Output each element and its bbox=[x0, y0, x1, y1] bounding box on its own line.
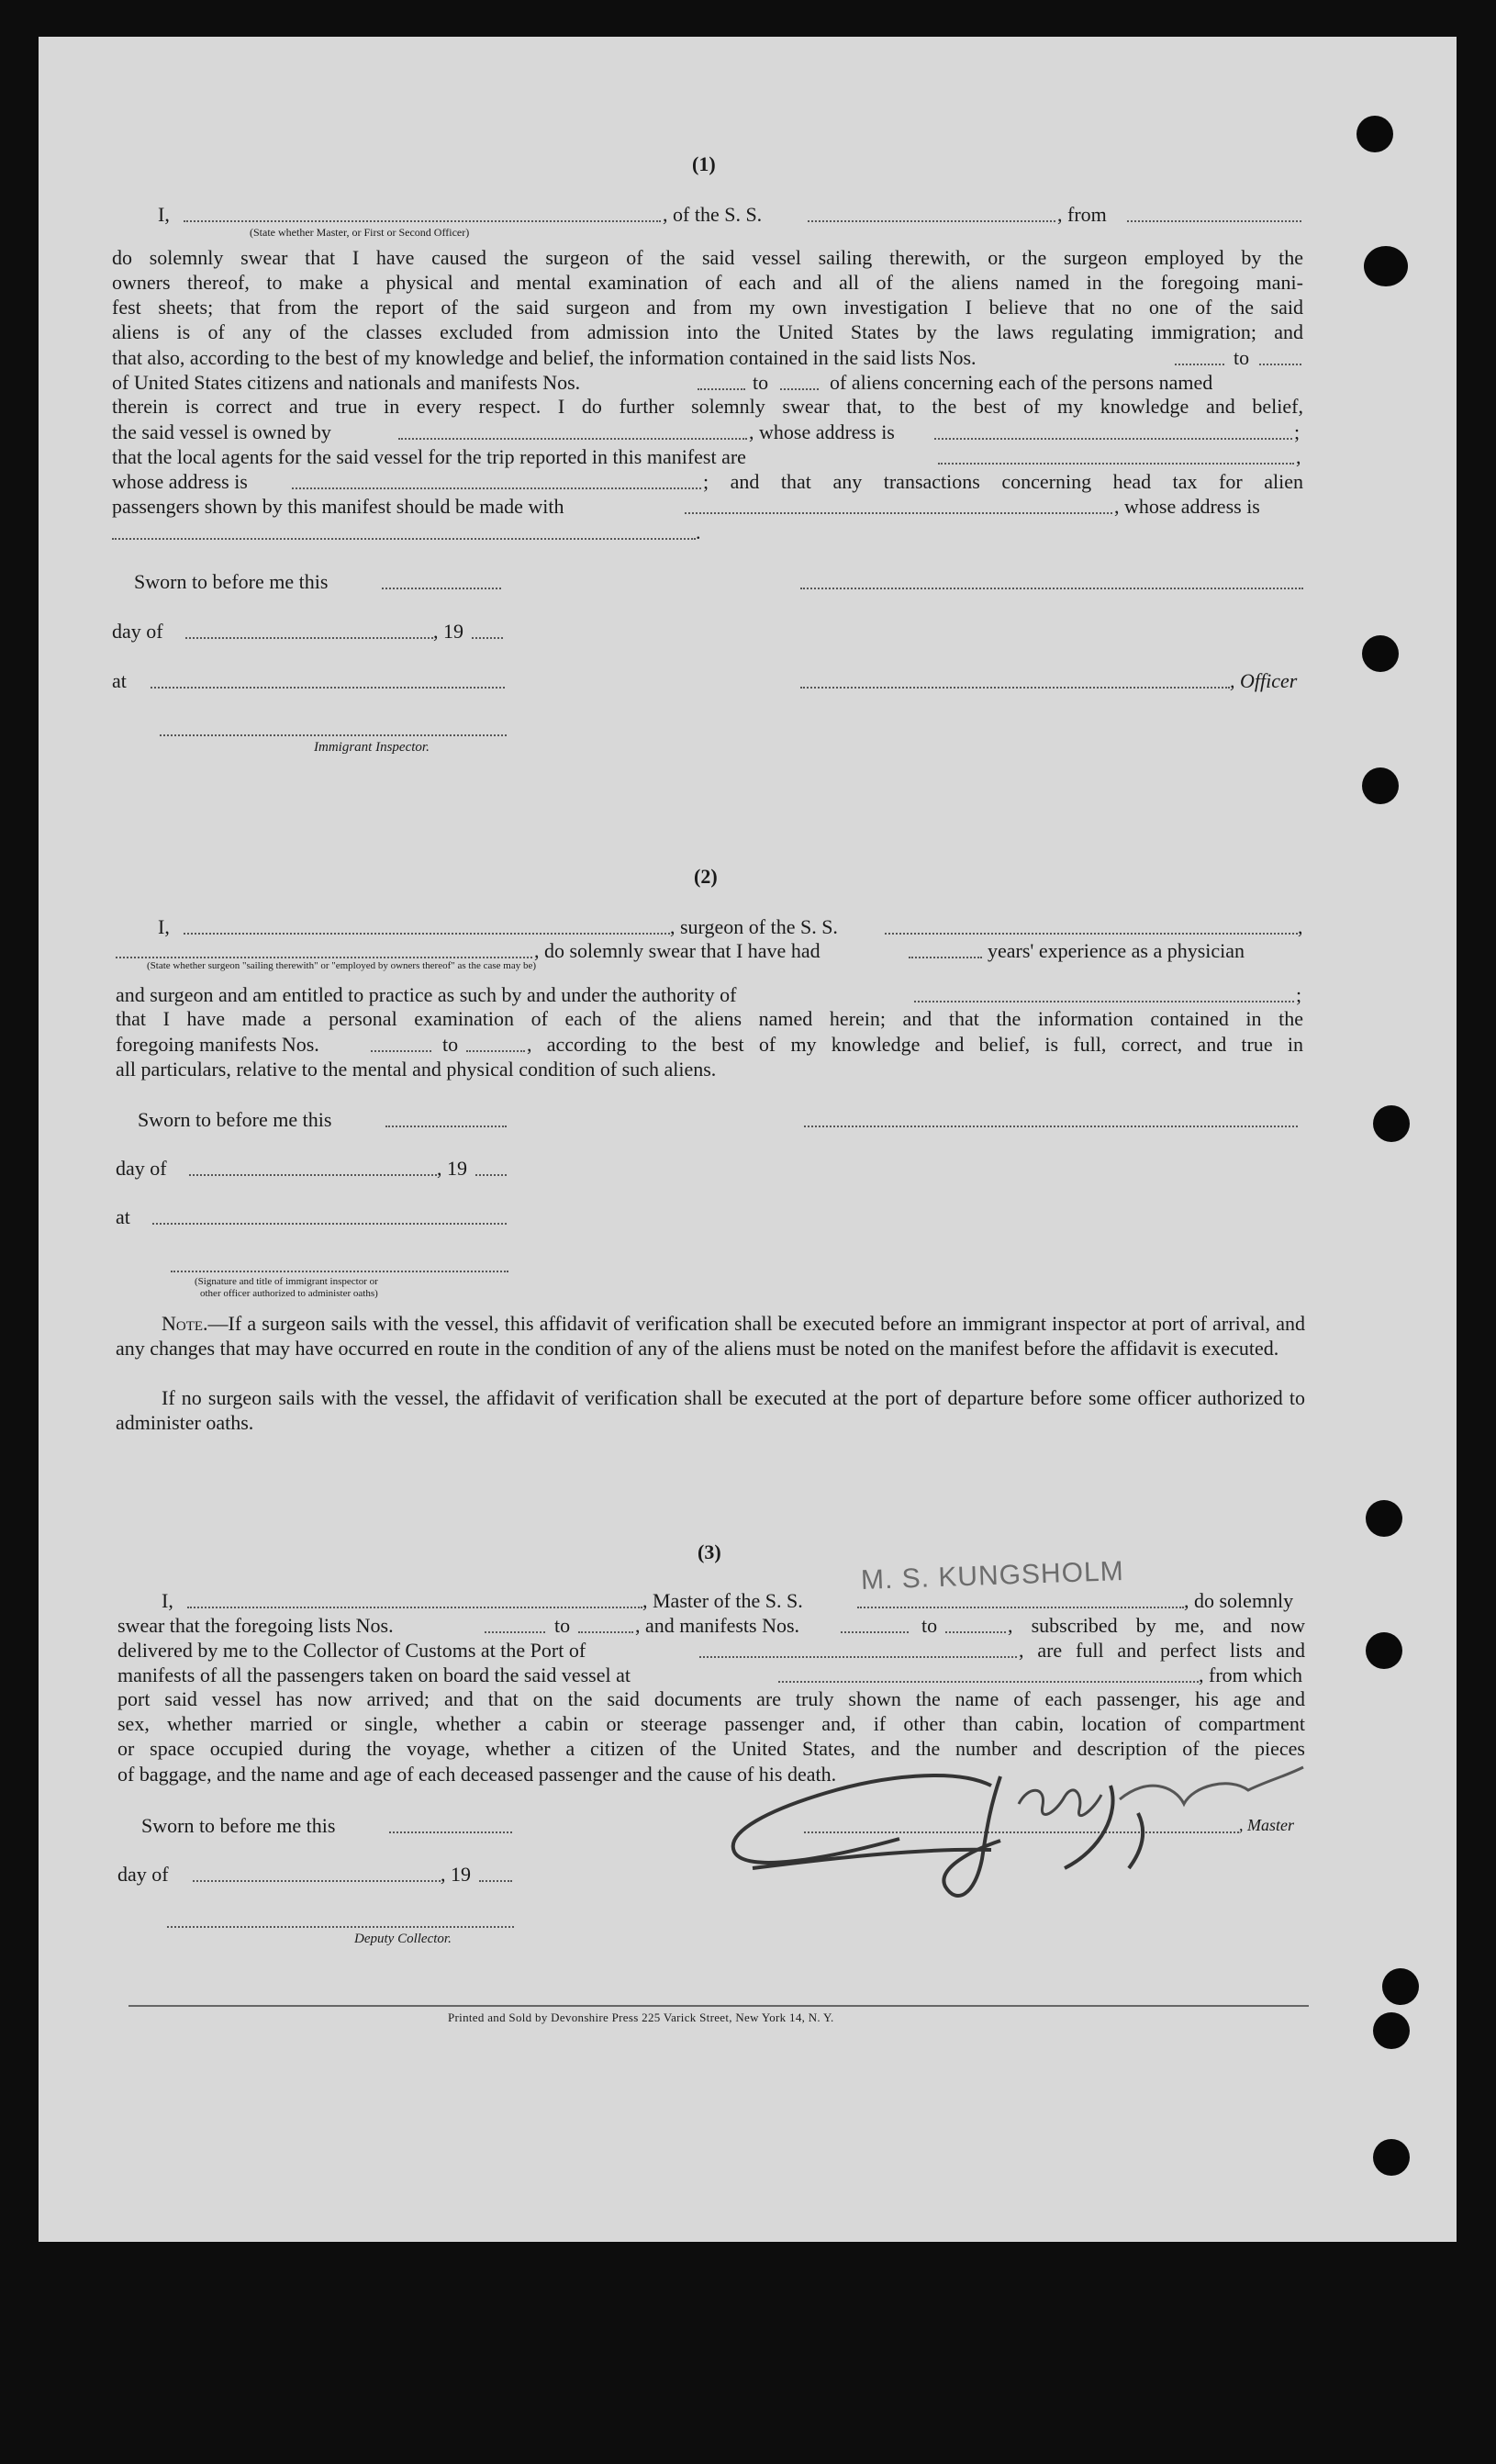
s2-line5-to: to bbox=[442, 1033, 459, 1056]
s1-line11a: passengers shown by this manifest should be made with bbox=[112, 495, 564, 518]
agents-field[interactable] bbox=[938, 463, 1294, 465]
punch-hole bbox=[1373, 1105, 1410, 1142]
s3-day-field[interactable] bbox=[193, 1880, 441, 1882]
punch-hole bbox=[1356, 116, 1393, 152]
s1-officer-field[interactable] bbox=[800, 687, 1230, 689]
s1-inspector-signature-line[interactable] bbox=[160, 734, 507, 736]
s1-text-line: fest sheets; that from the report of the said surgeon and from my own investigation I believe that no one of the said bbox=[112, 296, 1303, 319]
s3-deputy-signature-line[interactable] bbox=[167, 1926, 514, 1928]
s1-day-field[interactable] bbox=[185, 637, 433, 639]
s3-line4a: manifests of all the passengers taken on board the said vessel at bbox=[117, 1663, 631, 1686]
s3-master-name-field[interactable] bbox=[187, 1607, 642, 1608]
s2-signature-line[interactable] bbox=[804, 1126, 1298, 1127]
lists-nos-to-field[interactable] bbox=[1259, 364, 1301, 365]
s2-line5a: foregoing manifests Nos. bbox=[116, 1033, 319, 1056]
vessel-name-stamp: M. S. KUNGSHOLM bbox=[860, 1556, 1125, 1596]
punch-hole bbox=[1382, 1968, 1419, 2005]
s3-line2-to2: to bbox=[921, 1614, 938, 1637]
s1-line6b: of aliens concerning each of the persons named bbox=[830, 371, 1213, 394]
s3-line3b: , are full and perfect lists and bbox=[1019, 1639, 1305, 1662]
s1-line8a: the said vessel is owned by bbox=[112, 420, 331, 443]
head-tax-agent-field[interactable] bbox=[685, 512, 1112, 514]
s2-text-line: that I have made a personal examination of each of the aliens named herein; and that the information contained in the bbox=[116, 1007, 1303, 1030]
s2-note bbox=[116, 1311, 1305, 1361]
printer-footer: Printed and Sold by Devonshire Press 225 Varick Street, New York 14, N. Y. bbox=[448, 2010, 834, 2024]
s3-master-label: , Master bbox=[1239, 1816, 1294, 1834]
agents-address-field[interactable] bbox=[292, 487, 701, 489]
s2-line1-i: I, bbox=[158, 915, 170, 938]
s1-signature-line[interactable] bbox=[800, 588, 1303, 589]
s2-line5b: , according to the best of my knowledge and belief, is full, correct, and true in bbox=[527, 1033, 1303, 1056]
s3-line1-i: I, bbox=[162, 1589, 173, 1612]
s2-year-field[interactable] bbox=[475, 1174, 507, 1176]
surgeon-name-field[interactable] bbox=[184, 933, 670, 935]
s3-line2-to1: to bbox=[554, 1614, 571, 1637]
s1-line1-of: , of the S. S. bbox=[663, 203, 763, 226]
s3-day-of-label: day of bbox=[117, 1863, 169, 1886]
vessel-name-field[interactable] bbox=[808, 220, 1055, 222]
s2-sworn-date-field[interactable] bbox=[385, 1126, 507, 1127]
s1-line8c: ; bbox=[1294, 420, 1301, 443]
s2-line2a: , do solemnly swear that I have had bbox=[534, 939, 821, 962]
s1-line6-to: to bbox=[753, 371, 769, 394]
s2-line1-end: , bbox=[1298, 915, 1303, 938]
s3-manifests-to-field[interactable] bbox=[945, 1631, 1006, 1633]
s1-line9-end: , bbox=[1296, 445, 1301, 468]
s2-line2b: years' experience as a physician bbox=[988, 939, 1245, 962]
punch-hole bbox=[1364, 246, 1408, 286]
s3-sworn-date-field[interactable] bbox=[389, 1831, 512, 1833]
owner-address-field[interactable] bbox=[934, 438, 1292, 440]
years-experience-field[interactable] bbox=[909, 957, 982, 958]
s2-year-label: , 19 bbox=[437, 1157, 467, 1180]
s3-line1-end: , do solemnly bbox=[1184, 1589, 1294, 1612]
s2-day-of-label: day of bbox=[116, 1157, 167, 1180]
from-port-field[interactable] bbox=[1127, 220, 1301, 222]
manifests-nos-from-field[interactable] bbox=[698, 388, 745, 390]
s3-lists-to-field[interactable] bbox=[578, 1631, 633, 1633]
s3-line4b: , from which bbox=[1199, 1663, 1303, 1686]
punch-hole bbox=[1373, 2012, 1410, 2049]
punch-hole bbox=[1362, 767, 1399, 804]
s1-officer-label: , Officer bbox=[1230, 669, 1298, 692]
master-signature bbox=[716, 1749, 1340, 1905]
section-3-number: (3) bbox=[698, 1540, 721, 1563]
s1-line1-hint: (State whether Master, or First or Second Officer) bbox=[250, 226, 470, 239]
s1-line10b: ; and that any transactions concerning head tax for alien bbox=[703, 470, 1303, 493]
s2-note-2: If no surgeon sails with the vessel, the affidavit of verification shall be executed at the port of departure before some officer authorized to administer oaths. bbox=[116, 1386, 1305, 1434]
s3-text-line: or space occupied during the voyage, whether a citizen of the United States, and the number and description of the pieces bbox=[117, 1737, 1305, 1760]
s1-year-label: , 19 bbox=[433, 620, 463, 643]
s1-at-label: at bbox=[112, 669, 127, 692]
s2-vessel-field[interactable] bbox=[885, 933, 1298, 935]
s3-manifests-from-field[interactable] bbox=[841, 1631, 909, 1633]
s2-line6: all particulars, relative to the mental and physical condition of such aliens. bbox=[116, 1058, 717, 1081]
s3-line3a: delivered by me to the Collector of Customs at the Port of bbox=[117, 1639, 586, 1662]
s1-line6a: of United States citizens and nationals and manifests Nos. bbox=[112, 371, 581, 394]
s2-sworn-label: Sworn to before me this bbox=[138, 1108, 332, 1131]
s3-line1-master: , Master of the S. S. bbox=[642, 1589, 803, 1612]
s2-at-field[interactable] bbox=[152, 1223, 507, 1225]
s2-inspector-signature-line[interactable] bbox=[171, 1271, 508, 1272]
s1-year-field[interactable] bbox=[472, 637, 503, 639]
s2-manifests-to-field[interactable] bbox=[466, 1050, 525, 1052]
s2-note-text: —If a surgeon sails with the vessel, this affidavit of verification shall be executed before an immigrant inspector at port of arrival, and any changes that may have occurred en route in the condition of any of the aliens must be noted on the manifest before the affidavit is executed. bbox=[116, 1312, 1305, 1360]
s2-sig-hint-2: other officer authorized to administer oaths) bbox=[200, 1288, 378, 1299]
s3-text-line: of baggage, and the name and age of each deceased passenger and the cause of his death. bbox=[117, 1763, 837, 1786]
s2-day-field[interactable] bbox=[189, 1174, 437, 1176]
punch-hole bbox=[1373, 2139, 1410, 2176]
s1-line1-i: I, bbox=[158, 203, 170, 226]
s3-text-line: port said vessel has now arrived; and that on the said documents are truly shown the name of each passenger, his age and bbox=[117, 1687, 1305, 1710]
s3-year-field[interactable] bbox=[479, 1880, 512, 1882]
s1-at-field[interactable] bbox=[151, 687, 505, 689]
s1-day-of-label: day of bbox=[112, 620, 163, 643]
s3-departure-port-field[interactable] bbox=[778, 1681, 1199, 1683]
s1-line12-end: . bbox=[696, 521, 701, 543]
punch-hole bbox=[1362, 635, 1399, 672]
s3-vessel-field[interactable] bbox=[857, 1607, 1184, 1608]
footer-rule bbox=[128, 2005, 1309, 2007]
s2-line2-hint: (State whether surgeon "sailing therewith" or "employed by owners thereof" as the case may be) bbox=[147, 960, 537, 971]
s3-deputy-label: Deputy Collector. bbox=[354, 1932, 452, 1946]
s1-inspector-label: Immigrant Inspector. bbox=[314, 740, 430, 755]
s1-text-line: aliens is of any of the classes excluded from admission into the United States by the laws regulating immigration; and bbox=[112, 320, 1303, 343]
s2-manifests-from-field[interactable] bbox=[371, 1050, 431, 1052]
punch-hole bbox=[1366, 1500, 1402, 1537]
s1-line11b: , whose address is bbox=[1114, 495, 1260, 518]
s1-line9: that the local agents for the said vessel for the trip reported in this manifest are bbox=[112, 445, 746, 468]
s2-line1-surgeon: , surgeon of the S. S. bbox=[670, 915, 838, 938]
s1-sworn-date-field[interactable] bbox=[382, 588, 501, 589]
s3-sworn-label: Sworn to before me this bbox=[141, 1814, 336, 1837]
s3-year-label: , 19 bbox=[441, 1863, 471, 1886]
s2-note-label: Note. bbox=[162, 1312, 208, 1335]
manifests-nos-to-field[interactable] bbox=[780, 388, 819, 390]
s1-line1-from: , from bbox=[1057, 203, 1107, 226]
s3-line2c: , subscribed by me, and now bbox=[1008, 1614, 1305, 1637]
s2-at-label: at bbox=[116, 1205, 130, 1228]
s1-sworn-label: Sworn to before me this bbox=[134, 570, 329, 593]
s3-lists-from-field[interactable] bbox=[485, 1631, 545, 1633]
s3-line2b: , and manifests Nos. bbox=[635, 1614, 800, 1637]
s2-line3-end: ; bbox=[1296, 983, 1302, 1006]
owner-field[interactable] bbox=[398, 438, 747, 440]
s3-line2a: swear that the foregoing lists Nos. bbox=[117, 1614, 394, 1637]
s2-sig-hint-1: (Signature and title of immigrant inspector or bbox=[195, 1276, 378, 1287]
s1-line5: that also, according to the best of my knowledge and belief, the information contained in the said lists Nos. bbox=[112, 346, 977, 369]
surgeon-status-field[interactable] bbox=[116, 957, 532, 958]
s1-line5-to: to bbox=[1234, 346, 1250, 369]
practice-authority-field[interactable] bbox=[914, 1001, 1294, 1002]
punch-hole bbox=[1366, 1632, 1402, 1669]
s1-text-line: owners thereof, to make a physical and mental examination of each and all of the aliens named in the foregoing mani- bbox=[112, 271, 1303, 294]
s1-text-line: do solemnly swear that I have caused the surgeon of the said vessel sailing therewith, or the surgeon employed by the bbox=[112, 246, 1303, 269]
master-name-field[interactable] bbox=[184, 220, 661, 222]
lists-nos-from-field[interactable] bbox=[1175, 364, 1224, 365]
s1-text-line: therein is correct and true in every respect. I do further solemnly swear that, to the best of my knowledge and belief, bbox=[112, 395, 1303, 418]
s1-line10a: whose address is bbox=[112, 470, 248, 493]
section-2-number: (2) bbox=[694, 865, 718, 888]
s3-port-field[interactable] bbox=[699, 1656, 1017, 1658]
s1-line8b: , whose address is bbox=[749, 420, 895, 443]
s2-line3: and surgeon and am entitled to practice as such by and under the authority of bbox=[116, 983, 737, 1006]
section-1-number: (1) bbox=[692, 152, 716, 175]
head-tax-address-field[interactable] bbox=[112, 538, 696, 540]
s3-text-line: sex, whether married or single, whether a cabin or steerage passenger and, if other than cabin, location of compartment bbox=[117, 1712, 1305, 1735]
